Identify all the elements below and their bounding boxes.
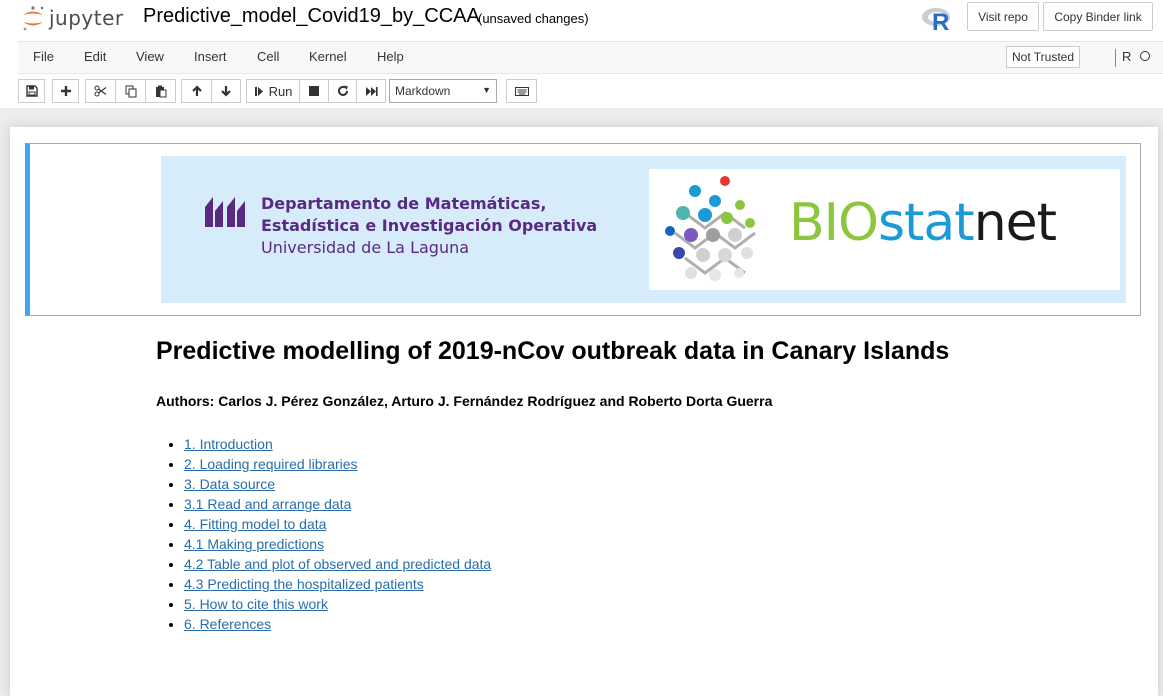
university-name: Universidad de La Laguna: [261, 238, 470, 257]
r-logo-letter: R: [932, 9, 950, 32]
move-down-button[interactable]: [211, 79, 241, 103]
scissors-icon: [94, 85, 107, 97]
trust-notebook-button[interactable]: Not Trusted: [1006, 46, 1080, 68]
kernel-separator: [1115, 49, 1116, 67]
insert-cell-button[interactable]: [52, 79, 79, 103]
toc-item: [184, 614, 491, 634]
restart-run-all-button[interactable]: [356, 79, 386, 103]
biostatnet-stat: stat: [877, 193, 974, 253]
command-palette-button[interactable]: [506, 79, 537, 103]
toc-link-introduction[interactable]: 1. Introduction: [184, 436, 273, 452]
biostatnet-wordmark: [789, 193, 1056, 253]
toc-link-table-plot[interactable]: 4.2 Table and plot of observed and predicted data: [184, 556, 492, 572]
r-kernel-logo: [921, 4, 955, 32]
banner-image: [161, 156, 1126, 303]
jupyter-logo-icon: [21, 4, 45, 32]
toc-item: [184, 514, 491, 534]
kernel-status-icon: [1140, 51, 1150, 61]
menu-help[interactable]: Help: [377, 49, 404, 64]
department-line-2: Estadística e Investigación Operativa: [261, 216, 598, 235]
restart-kernel-button[interactable]: [328, 79, 357, 103]
kernel-name[interactable]: R: [1122, 49, 1132, 64]
toc-link-how-to-cite[interactable]: 5. How to cite this work: [184, 596, 328, 612]
r-logo-icon: [921, 4, 955, 32]
cell-type-select[interactable]: [389, 79, 497, 103]
toc-link-data-source[interactable]: 3. Data source: [184, 476, 276, 492]
run-button[interactable]: [246, 79, 300, 103]
plus-icon: [60, 85, 72, 97]
network-dots-icon: [655, 173, 775, 288]
menu-cell[interactable]: Cell: [257, 49, 280, 64]
toc-item: [184, 594, 491, 614]
table-of-contents: [156, 434, 491, 634]
run-button-label: Run: [268, 83, 293, 99]
toc-item: [184, 534, 491, 554]
step-forward-icon: [254, 86, 264, 97]
interrupt-kernel-button[interactable]: [299, 79, 329, 103]
restart-icon: [337, 85, 349, 97]
save-icon: [26, 85, 38, 97]
stop-icon: [309, 86, 319, 96]
menu-edit[interactable]: Edit: [84, 49, 107, 64]
toc-item: [184, 574, 491, 594]
notebook-container: [10, 127, 1158, 696]
visit-repo-button[interactable]: Visit repo: [967, 2, 1039, 31]
biostatnet-logo: [649, 169, 1120, 290]
authors-line: Authors: Carlos J. Pérez González, Arturo J. Fernández Rodríguez and Roberto Dorta Guerra: [156, 393, 773, 409]
toc-item: [184, 554, 491, 574]
toc-item: [184, 454, 491, 474]
notebook-header: [0, 0, 1163, 108]
toc-item: [184, 434, 491, 454]
menu-view[interactable]: View: [136, 49, 164, 64]
toc-item: [184, 474, 491, 494]
cut-button[interactable]: [85, 79, 116, 103]
arrow-up-icon: [191, 85, 203, 97]
fast-forward-icon: [365, 86, 378, 97]
arrow-down-icon: [220, 85, 232, 97]
toc-link-read-arrange-data[interactable]: 3.1 Read and arrange data: [184, 496, 352, 512]
biostatnet-bio: BIO: [789, 193, 878, 253]
move-up-button[interactable]: [181, 79, 212, 103]
notebook-heading: Predictive modelling of 2019-nCov outbreak data in Canary Islands: [156, 337, 950, 365]
menu-insert[interactable]: Insert: [194, 49, 227, 64]
department-line-1: Departamento de Matemáticas,: [261, 194, 547, 213]
toc-link-hospitalized[interactable]: 4.3 Predicting the hospitalized patients: [184, 576, 424, 592]
copy-binder-link-button[interactable]: Copy Binder link: [1043, 2, 1153, 31]
markdown-cell-selected[interactable]: [25, 143, 1141, 316]
toc-link-making-predictions[interactable]: 4.1 Making predictions: [184, 536, 325, 552]
copy-button[interactable]: [115, 79, 146, 103]
jupyter-logo[interactable]: [21, 3, 124, 33]
menubar: [18, 41, 1163, 74]
jupyter-logo-text: jupyter: [49, 6, 124, 30]
keyboard-icon: [515, 87, 529, 96]
menu-kernel[interactable]: Kernel: [309, 49, 347, 64]
save-status: (unsaved changes): [478, 11, 589, 26]
cell-type-value: Markdown: [395, 84, 451, 98]
toc-link-references[interactable]: 6. References: [184, 616, 272, 632]
menu-file[interactable]: File: [33, 49, 54, 64]
notebook-title[interactable]: Predictive_model_Covid19_by_CCAA: [143, 5, 480, 27]
dropdown-arrow-icon: ▼: [482, 85, 491, 95]
toc-link-fitting-model[interactable]: 4. Fitting model to data: [184, 516, 327, 532]
paste-button[interactable]: [145, 79, 176, 103]
save-button[interactable]: [18, 79, 45, 103]
ull-logo-icon: [203, 193, 251, 231]
biostatnet-net: net: [973, 193, 1057, 253]
toc-link-loading-libraries[interactable]: 2. Loading required libraries: [184, 456, 358, 472]
toc-item: [184, 494, 491, 514]
paste-icon: [155, 85, 167, 98]
copy-icon: [125, 85, 137, 98]
